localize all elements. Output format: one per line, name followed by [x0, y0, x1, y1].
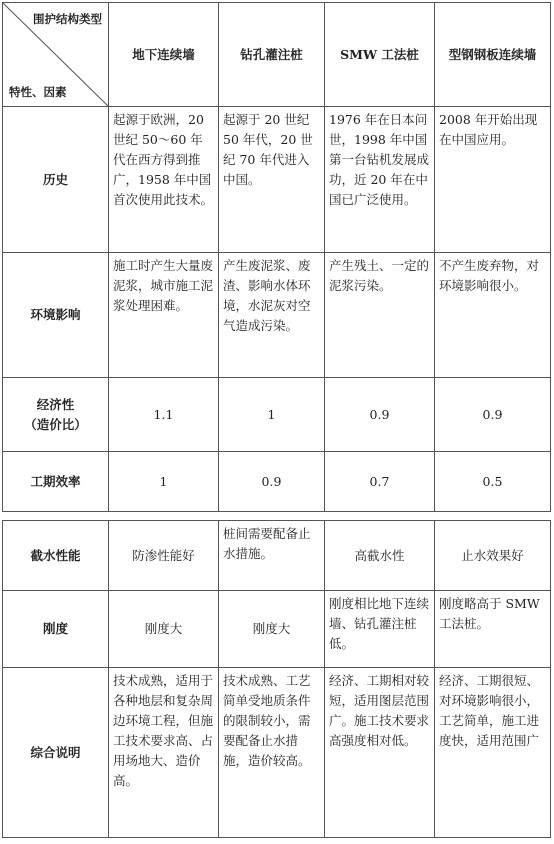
table-cell: 产生废泥浆、废渣、影响水体环境，水泥灰对空气造成污染。: [219, 253, 325, 378]
table-cell: 刚度大: [109, 591, 219, 668]
comparison-table-bottom: [2, 520, 551, 838]
row-label: 综合说明: [3, 668, 109, 838]
corner-top-label: 围护结构类型: [33, 12, 102, 26]
comparison-table-top: [2, 2, 551, 512]
corner-bottom-label: 特性、因素: [9, 85, 67, 99]
table-cell: 2008 年开始出现在中国应用。: [435, 107, 551, 253]
row-stiffness: [3, 591, 551, 668]
table-cell: 技术成熟，适用于各种地层和复杂周边环境工程，但施工技术要求高、占用场地大、造价高。: [109, 668, 219, 838]
row-label: 刚度: [3, 591, 109, 668]
table-cell: 技术成熟、工艺简单受地质条件的限制较小，需要配备止水措施，造价较高。: [219, 668, 325, 838]
col-header: 地下连续墙: [109, 3, 219, 107]
row-schedule: [3, 452, 551, 512]
table-cell: 1: [219, 378, 325, 452]
row-summary: [3, 668, 551, 838]
table-cell: 0.9: [435, 378, 551, 452]
row-environment: [3, 253, 551, 378]
header-row: [3, 3, 551, 107]
row-history: [3, 107, 551, 253]
row-label: 工期效率: [3, 452, 109, 512]
table-cell: 刚度略高于 SMW 工法桩。: [435, 591, 551, 668]
table-cell: 桩间需要配备止水措施。: [219, 521, 325, 591]
row-label: 环境影响: [3, 253, 109, 378]
row-label: [3, 378, 109, 452]
row-label: 历史: [3, 107, 109, 253]
table-cell: 0.7: [325, 452, 435, 512]
table-cell: 1976 年在日本问世，1998 年中国第一台钻机发展成功，近 20 年在中国已广泛使用。: [325, 107, 435, 253]
table-cell: 经济、工期很短、对环境影响很小，工艺简单，施工进度快，适用范围广: [435, 668, 551, 838]
table-cell: 刚度相比地下连续墙、钻孔灌注桩低。: [325, 591, 435, 668]
table-cell: 1.1: [109, 378, 219, 452]
row-label: 截水性能: [3, 521, 109, 591]
table-cell: 0.9: [325, 378, 435, 452]
table-cell: 不产生废弃物，对环境影响很小。: [435, 253, 551, 378]
table-cell: 高截水性: [325, 521, 435, 591]
col-header: 型钢钢板连续墙: [435, 3, 551, 107]
corner-cell: [3, 3, 109, 107]
row-label-line1: 经济性: [36, 396, 75, 412]
table-cell: 起源于欧洲，20世纪 50～60 年代在西方得到推广，1958 年中国首次使用此技术。: [109, 107, 219, 253]
col-header: 钻孔灌注桩: [219, 3, 325, 107]
table-cell: 起源于 20 世纪 50 年代，20 世纪 70 年代进入中国。: [219, 107, 325, 253]
section-gap: [0, 512, 554, 520]
row-label-line2: （造价比）: [24, 416, 87, 432]
table-cell: 刚度大: [219, 591, 325, 668]
table-cell: 施工时产生大量废泥浆，城市施工泥浆处理困难。: [109, 253, 219, 378]
row-economy: [3, 378, 551, 452]
table-cell: 止水效果好: [435, 521, 551, 591]
table-cell: 产生残土、一定的泥浆污染。: [325, 253, 435, 378]
col-header: SMW 工法桩: [325, 3, 435, 107]
table-cell: 防渗性能好: [109, 521, 219, 591]
table-cell: 1: [109, 452, 219, 512]
table-cell: 经济、工期相对较短，适用图层范围广。施工技术要求高强度相对低。: [325, 668, 435, 838]
table-cell: 0.5: [435, 452, 551, 512]
row-waterproof: [3, 521, 551, 591]
table-cell: 0.9: [219, 452, 325, 512]
